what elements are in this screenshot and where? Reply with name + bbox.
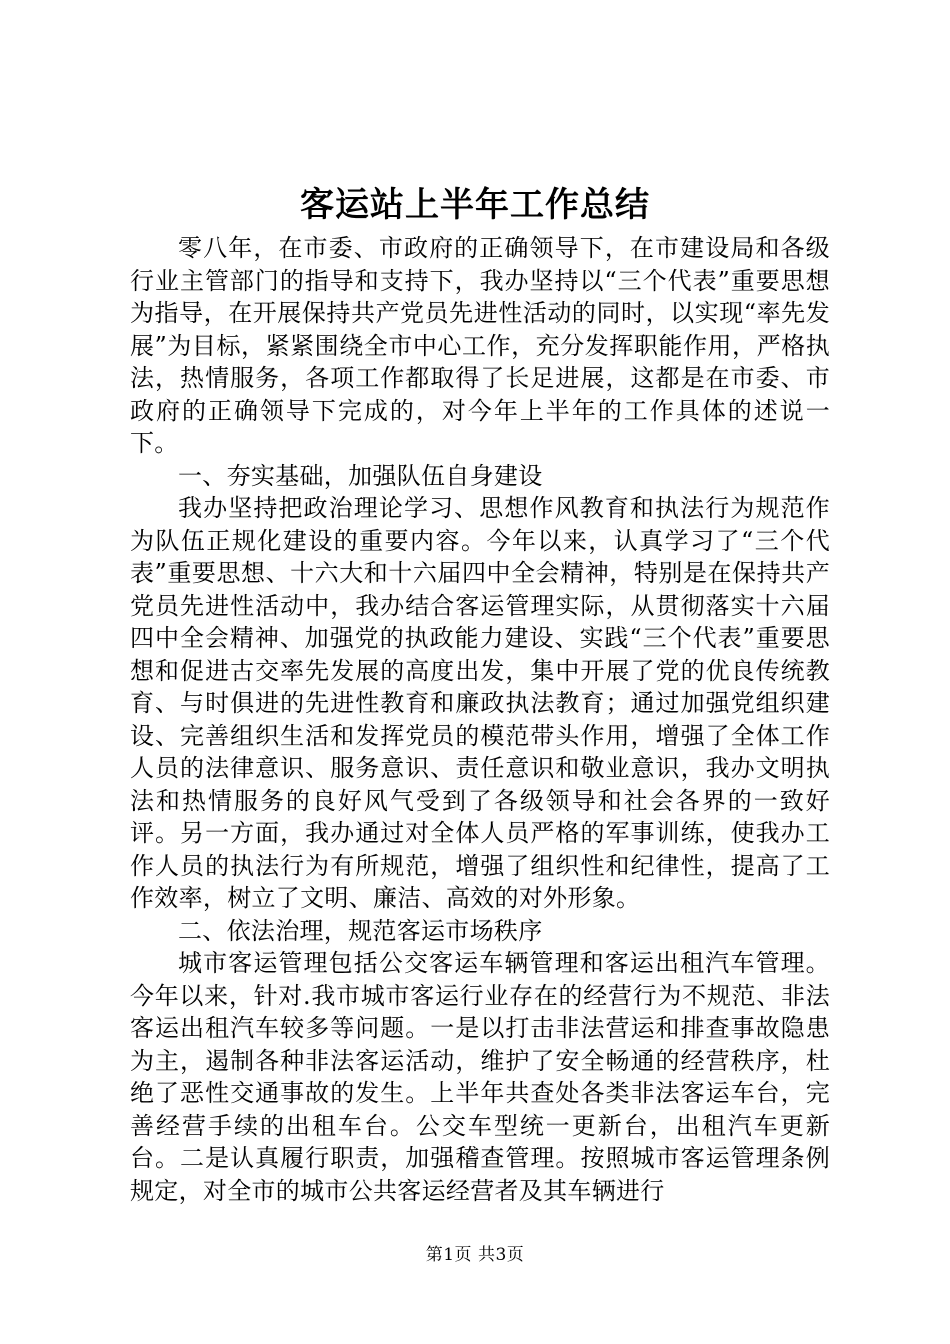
body-paragraph: 零八年，在市委、市政府的正确领导下，在市建设局和各级行业主管部门的指导和支持下，我办坚持以“三个代表”重要思想为指导，在开展保持共产党员先进性活动的同时，以实现“率先发展”为目标，紧紧围绕全市中心工作，充分发挥职能作用，严格执法，热情服务，各项工作都取得了长足进展，这都是在市委、市政府的正确领导下完成的，对今年上半年的工作具体的述说一下。 xyxy=(130,234,830,457)
page-number-footer: 第1页 共3页 xyxy=(425,1245,525,1265)
body-paragraph: 城市客运管理包括公交客运车辆管理和客运出租汽车管理。今年以来，针对.我市城市客运行业存在的经营行为不规范、非法客运出租汽车较多等问题。一是以打击非法营运和排查事故隐患为主，遏制各种非法客运活动，维护了安全畅通的经营秩序，杜绝了恶性交通事故的发生。上半年共查处各类非法客运车台，完善经营手续的出租车台。公交车型统一更新台，出租汽车更新台。二是认真履行职责，加强稽查管理。按照城市客运管理条例规定，对全市的城市公共客运经营者及其车辆进行 xyxy=(130,949,830,1205)
section-heading: 一、夯实基础，加强队伍自身建设 xyxy=(178,461,543,490)
section-heading: 二、依法治理，规范客运市场秩序 xyxy=(178,916,543,945)
body-paragraph: 我办坚持把政治理论学习、思想作风教育和执法行为规范作为队伍正规化建设的重要内容。今年以来，认真学习了“三个代表”重要思想、十六大和十六届四中全会精神，特别是在保持共产党员先进性活动中，我办结合客运管理实际，从贯彻落实十六届四中全会精神、加强党的执政能力建设、实践“三个代表”重要思想和促进古交率先发展的高度出发，集中开展了党的优良传统教育、与时俱进的先进性教育和廉政执法教育；通过加强党组织建设、完善组织生活和发挥党员的模范带头作用，增强了全体工作人员的法律意识、服务意识、责任意识和敬业意识，我办文明执法和热情服务的良好风气受到了各级领导和社会各界的一致好评。另一方面，我办通过对全体人员严格的军事训练，使我办工作人员的执法行为有所规范，增强了组织性和纪律性，提高了工作效率，树立了文明、廉洁、高效的对外形象。 xyxy=(130,494,830,912)
document-body xyxy=(130,232,830,1207)
document-title: 客运站上半年工作总结 xyxy=(300,185,650,225)
